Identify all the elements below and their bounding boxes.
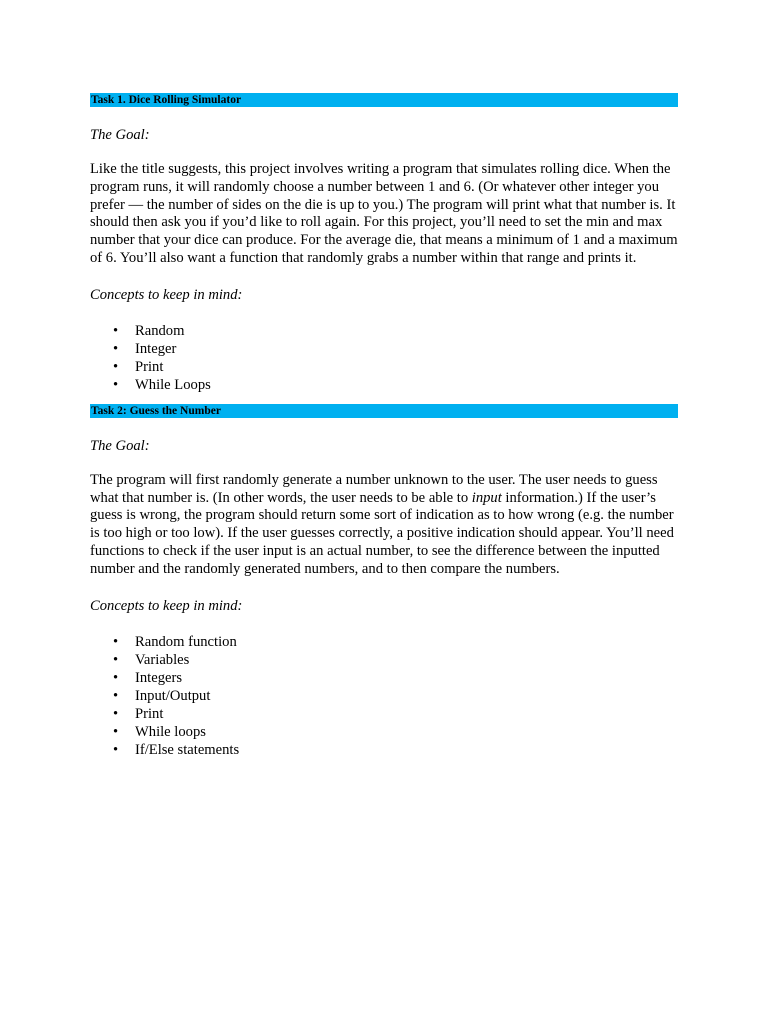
bullet-icon: • xyxy=(113,376,119,393)
list-item xyxy=(90,687,678,705)
list-item-label: Input/Output xyxy=(135,687,211,704)
task1-concepts-list xyxy=(90,322,678,394)
list-item xyxy=(90,705,678,723)
bullet-icon: • xyxy=(113,705,119,722)
list-item xyxy=(90,669,678,687)
bullet-icon: • xyxy=(113,687,119,704)
document-page xyxy=(90,93,678,759)
bullet-icon: • xyxy=(113,322,119,339)
list-item-label: While loops xyxy=(135,723,206,740)
bullet-icon: • xyxy=(113,741,119,758)
list-item-label: Variables xyxy=(135,651,190,668)
list-item xyxy=(90,633,678,651)
paragraph-text: The program will first randomly generate a number unknown to the user. The user needs to guess what that number is. (In other words, the user needs to be able to xyxy=(90,471,658,506)
task2-concepts-label: Concepts to keep in mind: xyxy=(90,597,243,614)
task2-goal-label: The Goal: xyxy=(90,437,150,454)
task2-goal-paragraph xyxy=(90,472,678,579)
list-item-label: If/Else statements xyxy=(135,741,240,758)
bullet-icon: • xyxy=(113,358,119,375)
list-item xyxy=(90,723,678,741)
list-item-label: Integer xyxy=(135,340,177,357)
task2-concepts-list xyxy=(90,633,678,759)
list-item xyxy=(90,322,678,340)
list-item xyxy=(90,376,678,394)
list-item-label: Integers xyxy=(135,669,183,686)
task1-goal-paragraph: Like the title suggests, this project involves writing a program that simulates rolling dice. When the program runs, it will randomly choose a number between 1 and 6. (Or whatever other integer you prefer — the number of sides on the die is up to you.) The program will print what that number is. It should then ask you if you’d like to roll again. For this project, you’ll need to set the min and max number that your dice can produce. For the average die, that means a minimum of 1 and a maximum of 6. You’ll also want a function that randomly grabs a number within that range and prints it. xyxy=(90,161,678,266)
bullet-icon: • xyxy=(113,723,119,740)
list-item xyxy=(90,741,678,759)
list-item xyxy=(90,340,678,358)
list-item xyxy=(90,358,678,376)
task1-goal-label: The Goal: xyxy=(90,127,150,143)
task1-header: Task 1. Dice Rolling Simulator xyxy=(90,93,678,107)
list-item xyxy=(90,651,678,669)
bullet-icon: • xyxy=(113,340,119,357)
bullet-icon: • xyxy=(113,651,119,668)
task1-concepts-label: Concepts to keep in mind: xyxy=(90,286,243,303)
paragraph-text: information.) If the user’s guess is wrong, the program should return some sort of indication as to how wrong (e.g. the number is too high or too low). If the user guesses correctly, a positive indication should appear. You’ll need functions to check if the user input is an actual number, to see the difference between the inputted number and the randomly generated numbers, and to then compare the numbers. xyxy=(90,489,674,577)
list-item-label: Random xyxy=(135,322,185,339)
list-item-label: Print xyxy=(135,705,164,722)
paragraph-emphasis: input xyxy=(471,489,502,506)
bullet-icon: • xyxy=(113,669,119,686)
task2-header: Task 2: Guess the Number xyxy=(90,404,678,418)
list-item-label: While Loops xyxy=(135,376,211,393)
list-item-label: Print xyxy=(135,358,164,375)
bullet-icon: • xyxy=(113,633,119,650)
list-item-label: Random function xyxy=(135,633,237,650)
